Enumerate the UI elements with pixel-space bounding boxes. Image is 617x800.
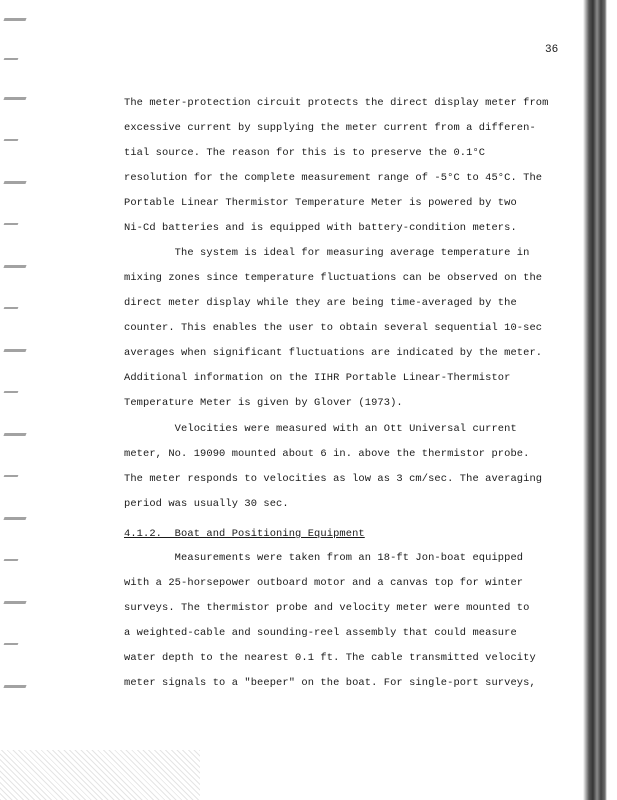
text-line: Additional information on the IIHR Portable Linear-Thermistor: [124, 372, 511, 384]
page-number: 36: [545, 44, 559, 56]
text-line: tial source. The reason for this is to preserve the 0.1°C: [124, 147, 486, 159]
text-line: direct meter display while they are being time-averaged by the: [124, 297, 517, 309]
text-line: Portable Linear Thermistor Temperature Meter is powered by two: [124, 197, 517, 209]
margin-mark: [3, 349, 26, 352]
section-heading: 4.1.2. Boat and Positioning Equipment: [124, 528, 365, 540]
margin-mark: [3, 517, 26, 520]
margin-mark: [4, 391, 19, 393]
binding-edge-shadow: [583, 0, 607, 800]
text-line: Ni-Cd batteries and is equipped with battery-condition meters.: [124, 222, 517, 234]
margin-mark: [3, 433, 26, 436]
text-line: Measurements were taken from an 18-ft Jon-boat equipped: [124, 552, 524, 564]
text-line: with a 25-horsepower outboard motor and a canvas top for winter: [124, 577, 524, 589]
margin-mark: [4, 139, 19, 141]
margin-mark: [4, 559, 19, 561]
margin-mark: [4, 475, 19, 477]
margin-mark: [3, 181, 26, 184]
margin-mark: [3, 265, 26, 268]
margin-mark: [4, 223, 19, 225]
margin-mark: [3, 97, 26, 100]
margin-mark: [3, 18, 26, 21]
margin-mark: [4, 58, 19, 60]
text-line: Temperature Meter is given by Glover (1973).: [124, 397, 403, 409]
text-line: resolution for the complete measurement range of -5°C to 45°C. The: [124, 172, 543, 184]
margin-mark: [3, 601, 26, 604]
text-line: mixing zones since temperature fluctuations can be observed on the: [124, 272, 543, 284]
text-line: meter signals to a "beeper" on the boat. For single-port surveys,: [124, 677, 536, 689]
text-line: The meter-protection circuit protects the direct display meter from: [124, 97, 549, 109]
margin-mark: [4, 643, 19, 645]
text-line: period was usually 30 sec.: [124, 498, 289, 510]
text-line: water depth to the nearest 0.1 ft. The cable transmitted velocity: [124, 652, 536, 664]
text-line: meter, No. 19090 mounted about 6 in. above the thermistor probe.: [124, 448, 530, 460]
margin-mark: [3, 685, 26, 688]
text-line: surveys. The thermistor probe and velocity meter were mounted to: [124, 602, 530, 614]
text-line: Velocities were measured with an Ott Universal current: [124, 423, 517, 435]
text-line: excessive current by supplying the meter current from a differen-: [124, 122, 536, 134]
scan-noise: [0, 750, 200, 800]
text-line: The meter responds to velocities as low as 3 cm/sec. The averaging: [124, 473, 543, 485]
margin-mark: [4, 307, 19, 309]
text-line: averages when significant fluctuations are indicated by the meter.: [124, 347, 543, 359]
text-line: counter. This enables the user to obtain several sequential 10-sec: [124, 322, 543, 334]
text-line: a weighted-cable and sounding-reel assembly that could measure: [124, 627, 517, 639]
text-line: The system is ideal for measuring average temperature in: [124, 247, 530, 259]
